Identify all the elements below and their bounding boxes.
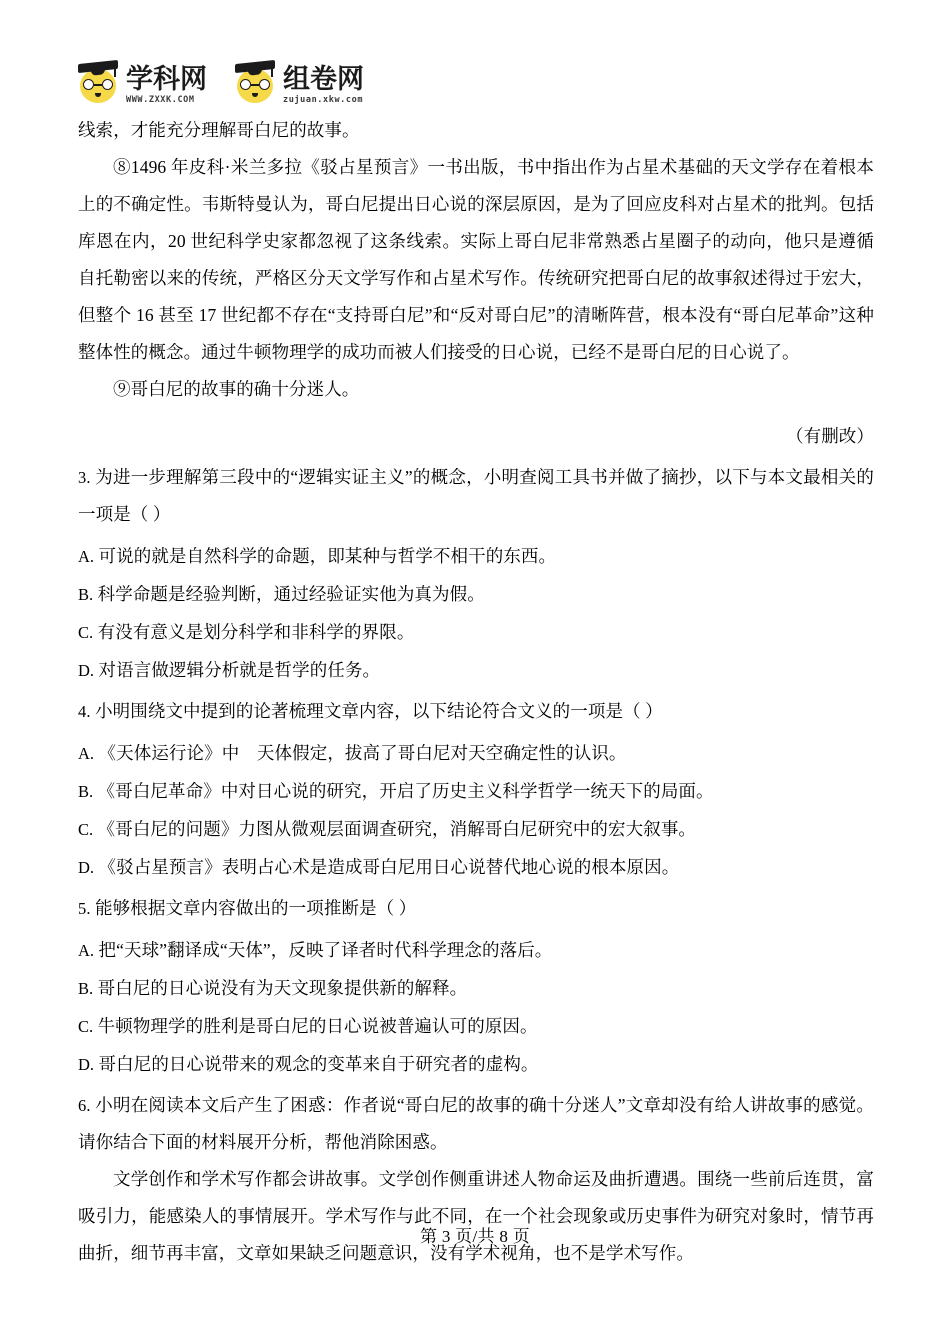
question-3-option-a[interactable]	[78, 538, 874, 575]
option-label: C.	[78, 623, 94, 642]
logo-name-cn: 组卷网	[283, 63, 364, 95]
question-4-option-a[interactable]	[78, 735, 874, 772]
question-5-stem-text: 能够根据文章内容做出的一项推断是（ ）	[95, 898, 417, 918]
question-4-option-b[interactable]	[78, 773, 874, 810]
option-text: 哥白尼的日心说带来的观念的变革来自于研究者的虚构。	[98, 1054, 539, 1074]
option-text: 《驳占星预言》表明占心术是造成哥白尼用日心说替代地心说的根本原因。	[98, 857, 680, 877]
logo-zujuan-wang	[235, 58, 364, 104]
paragraph-9: ⑨哥白尼的故事的确十分迷人。	[113, 379, 360, 399]
document-content	[78, 112, 874, 1272]
question-3-option-d[interactable]	[78, 652, 874, 689]
question-4-option-d[interactable]	[78, 849, 874, 886]
logo-xueke-wang	[78, 58, 207, 104]
question-4-stem	[78, 693, 874, 730]
question-5-number: 5.	[78, 899, 91, 918]
logo-name-cn: 学科网	[126, 63, 207, 95]
option-label: D.	[78, 661, 95, 680]
option-label: B.	[78, 782, 94, 801]
logo-url: WWW.ZXXK.COM	[126, 94, 195, 105]
option-text: 哥白尼的日心说没有为天文现象提供新的解释。	[97, 978, 468, 998]
question-5-option-c[interactable]	[78, 1008, 874, 1045]
question-3-stem-text: 为进一步理解第三段中的“逻辑实证主义”的概念，小明查阅工具书并做了摘抄，以下与本文最相关的一项是（ ）	[78, 467, 874, 524]
option-text: 牛顿物理学的胜利是哥白尼的日心说被普遍认可的原因。	[97, 1016, 538, 1036]
question-6-number: 6.	[78, 1096, 91, 1115]
branding-logo-bar	[78, 58, 364, 104]
source-note: （有删改）	[786, 426, 874, 446]
graduate-owl-icon	[235, 58, 277, 104]
option-label: D.	[78, 858, 95, 877]
question-5-option-d[interactable]	[78, 1046, 874, 1083]
question-3-option-c[interactable]	[78, 614, 874, 651]
option-label: B.	[78, 979, 94, 998]
option-label: C.	[78, 820, 94, 839]
option-label: C.	[78, 1017, 94, 1036]
paragraph-8: ⑧1496 年皮科·米兰多拉《驳占星预言》一书出版，书中指出作为占星术基础的天文学存在着根本上的不确定性。韦斯特曼认为，哥白尼提出日心说的深层原因，是为了回应皮科对占星术的批判。包括库恩在内，20 世纪科学史家都忽视了这条线索。实际上哥白尼非常熟悉占星圈子的动向，他只是遵循自托勒密以来的传统，严格区分天文学写作和占星术写作。传统研究把哥白尼的故事叙述得过于宏大，但整个 16 甚至 17 世纪都不存在“支持哥白尼”和“反对哥白尼”的清晰阵营，根本没有“哥白尼革命”这种整体性的概念。通过牛顿物理学的成功而被人们接受的日心说，已经不是哥白尼的日心说了。	[78, 157, 874, 362]
question-6-stem	[78, 1087, 874, 1161]
option-text: 《天体运行论》中 天体假定，拔高了哥白尼对天空确定性的认识。	[98, 743, 627, 763]
option-label: D.	[78, 1055, 95, 1074]
option-text: 科学命题是经验判断，通过经验证实他为真为假。	[97, 584, 485, 604]
continued-line: 线索，才能充分理解哥白尼的故事。	[78, 120, 360, 140]
option-label: B.	[78, 585, 94, 604]
option-text: 对语言做逻辑分析就是哲学的任务。	[98, 660, 381, 680]
option-text: 有没有意义是划分科学和非科学的界限。	[97, 622, 415, 642]
option-text: 可说的就是自然科学的命题，即某种与哲学不相干的东西。	[98, 546, 557, 566]
question-4-stem-text: 小明围绕文中提到的论著梳理文章内容，以下结论符合文义的一项是（ ）	[95, 701, 663, 721]
logo-url: zujuan.xkw.com	[283, 94, 364, 105]
option-text: 把“天球”翻译成“天体”，反映了译者时代科学理念的落后。	[98, 940, 553, 960]
question-3-option-b[interactable]	[78, 576, 874, 613]
question-6-material: 文学创作和学术写作都会讲故事。文学创作侧重讲述人物命运及曲折遭遇。围绕一些前后连贯，富吸引力，能感染人的事情展开。学术写作与此不同，在一个社会现象或历史事件为研究对象时，情节再曲折，细节再丰富，文章如果缺乏问题意识，没有学术视角，也不是学术写作。	[78, 1169, 874, 1263]
option-label: A.	[78, 547, 95, 566]
option-text: 《哥白尼的问题》力图从微观层面调查研究，消解哥白尼研究中的宏大叙事。	[97, 819, 697, 839]
question-4-number: 4.	[78, 702, 91, 721]
page-footer	[0, 1222, 950, 1247]
option-label: A.	[78, 941, 95, 960]
question-6-stem-text: 小明在阅读本文后产生了困惑：作者说“哥白尼的故事的确十分迷人”文章却没有给人讲故事的感觉。请你结合下面的材料展开分析，帮他消除困惑。	[78, 1095, 874, 1152]
question-3-number: 3.	[78, 468, 91, 487]
question-5-option-b[interactable]	[78, 970, 874, 1007]
page-number-text: 第 3 页/共 8 页	[419, 1227, 531, 1246]
question-5-stem	[78, 890, 874, 927]
question-5-option-a[interactable]	[78, 932, 874, 969]
question-4-option-c[interactable]	[78, 811, 874, 848]
graduate-owl-icon	[78, 58, 120, 104]
question-3-stem	[78, 459, 874, 533]
option-text: 《哥白尼革命》中对日心说的研究，开启了历史主义科学哲学一统天下的局面。	[97, 781, 714, 801]
option-label: A.	[78, 744, 95, 763]
